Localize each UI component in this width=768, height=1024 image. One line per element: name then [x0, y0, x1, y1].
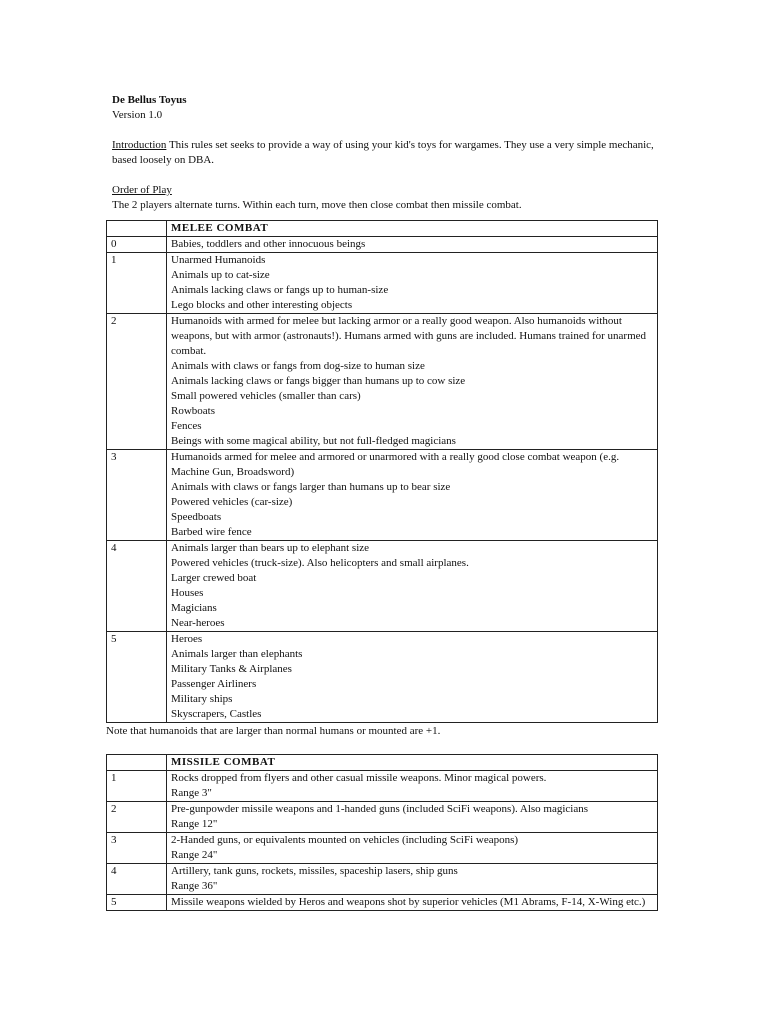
melee-combat-table [106, 220, 658, 723]
melee-note: Note that humanoids that are larger than normal humans or mounted are +1. [106, 725, 441, 737]
missile-header: MISSILE COMBAT [167, 755, 658, 771]
melee-line: Animals with claws or fangs from dog-size to human size [171, 360, 425, 372]
melee-line: Animals lacking claws or fangs up to human-size [171, 284, 389, 296]
melee-level: 4 [107, 541, 167, 632]
melee-line: Military Tanks & Airplanes [171, 663, 292, 675]
melee-line: Barbed wire fence [171, 526, 252, 538]
melee-line: Speedboats [171, 511, 222, 523]
order-of-play-heading: Order of Play [112, 184, 172, 196]
melee-line: Animals up to cat-size [171, 269, 270, 281]
melee-description [167, 253, 658, 314]
melee-header-row [107, 221, 658, 237]
missile-line: Rocks dropped from flyers and other casual missile weapons. Minor magical powers. [171, 772, 547, 784]
melee-line: Larger crewed boat [171, 572, 257, 584]
melee-line: Animals larger than bears up to elephant size [171, 542, 370, 554]
missile-description [167, 802, 658, 833]
melee-line: Small powered vehicles (smaller than cars) [171, 390, 361, 402]
melee-line: Unarmed Humanoids [171, 254, 266, 266]
missile-range: Range 3" [171, 787, 212, 799]
missile-row [107, 802, 658, 833]
missile-description [167, 771, 658, 802]
document-title: De Bellus Toyus [112, 94, 187, 106]
melee-row [107, 541, 658, 632]
missile-header-level-cell [107, 755, 167, 771]
melee-row [107, 632, 658, 723]
melee-line: Magicians [171, 602, 217, 614]
missile-level: 3 [107, 833, 167, 864]
melee-line: Heroes [171, 633, 203, 645]
missile-row [107, 771, 658, 802]
introduction-paragraph [112, 138, 664, 168]
melee-level: 2 [107, 314, 167, 450]
melee-description [167, 450, 658, 541]
missile-range: Range 24" [171, 849, 218, 861]
melee-description [167, 237, 658, 253]
melee-line: Fences [171, 420, 202, 432]
missile-level: 5 [107, 895, 167, 911]
missile-header-row [107, 755, 658, 771]
melee-level: 3 [107, 450, 167, 541]
order-of-play-text: The 2 players alternate turns. Within each turn, move then close combat then missile combat. [112, 199, 522, 211]
melee-row [107, 253, 658, 314]
missile-row [107, 833, 658, 864]
missile-line: 2-Handed guns, or equivalents mounted on vehicles (including SciFi weapons) [171, 834, 519, 846]
melee-line: Passenger Airliners [171, 678, 257, 690]
missile-row [107, 864, 658, 895]
melee-line: Powered vehicles (truck-size). Also helicopters and small airplanes. [171, 557, 469, 569]
missile-level: 4 [107, 864, 167, 895]
melee-level: 5 [107, 632, 167, 723]
melee-header: MELEE COMBAT [167, 221, 658, 237]
melee-line: Lego blocks and other interesting objects [171, 299, 353, 311]
missile-row [107, 895, 658, 911]
melee-line: Military ships [171, 693, 233, 705]
melee-line: Animals lacking claws or fangs bigger than humans up to cow size [171, 375, 466, 387]
melee-line: Houses [171, 587, 204, 599]
melee-line: Skyscrapers, Castles [171, 708, 262, 720]
introduction-text: This rules set seeks to provide a way of using your kid's toys for wargames. They use a very simple mechanic, based loosely on DBA. [112, 139, 654, 166]
missile-level: 1 [107, 771, 167, 802]
melee-line: Babies, toddlers and other innocuous beings [171, 238, 366, 250]
melee-row [107, 450, 658, 541]
missile-description [167, 864, 658, 895]
missile-description [167, 833, 658, 864]
melee-description [167, 314, 658, 450]
missile-description [167, 895, 658, 911]
missile-line: Artillery, tank guns, rockets, missiles, spaceship lasers, ship guns [171, 865, 458, 877]
melee-line: Powered vehicles (car-size) [171, 496, 293, 508]
missile-range: Range 36" [171, 880, 218, 892]
document-version: Version 1.0 [112, 109, 163, 121]
missile-combat-table [106, 754, 658, 911]
melee-header-level-cell [107, 221, 167, 237]
melee-level: 0 [107, 237, 167, 253]
melee-row [107, 237, 658, 253]
melee-line: Humanoids with armed for melee but lacking armor or a really good weapon. Also humanoids without weapons, but with armor (astronauts!). Humans armed with guns are included. Humans trained for unarmed combat. [171, 315, 647, 357]
introduction-heading: Introduction [112, 139, 167, 151]
melee-line: Animals larger than elephants [171, 648, 303, 660]
document-page [106, 93, 664, 911]
melee-line: Animals with claws or fangs larger than humans up to bear size [171, 481, 451, 493]
melee-line: Humanoids armed for melee and armored or unarmored with a really good close combat weapon (e.g. Machine Gun, Broadsword) [171, 451, 620, 478]
melee-description [167, 632, 658, 723]
missile-line: Pre-gunpowder missile weapons and 1-handed guns (included SciFi weapons). Also magicians [171, 803, 589, 815]
missile-range: Range 12" [171, 818, 218, 830]
melee-line: Near-heroes [171, 617, 225, 629]
melee-level: 1 [107, 253, 167, 314]
melee-line: Beings with some magical ability, but not full-fledged magicians [171, 435, 456, 447]
missile-line: Missile weapons wielded by Heros and weapons shot by superior vehicles (M1 Abrams, F-14, X-Wing etc.) [171, 896, 646, 908]
melee-line: Rowboats [171, 405, 215, 417]
melee-row [107, 314, 658, 450]
melee-description [167, 541, 658, 632]
missile-level: 2 [107, 802, 167, 833]
